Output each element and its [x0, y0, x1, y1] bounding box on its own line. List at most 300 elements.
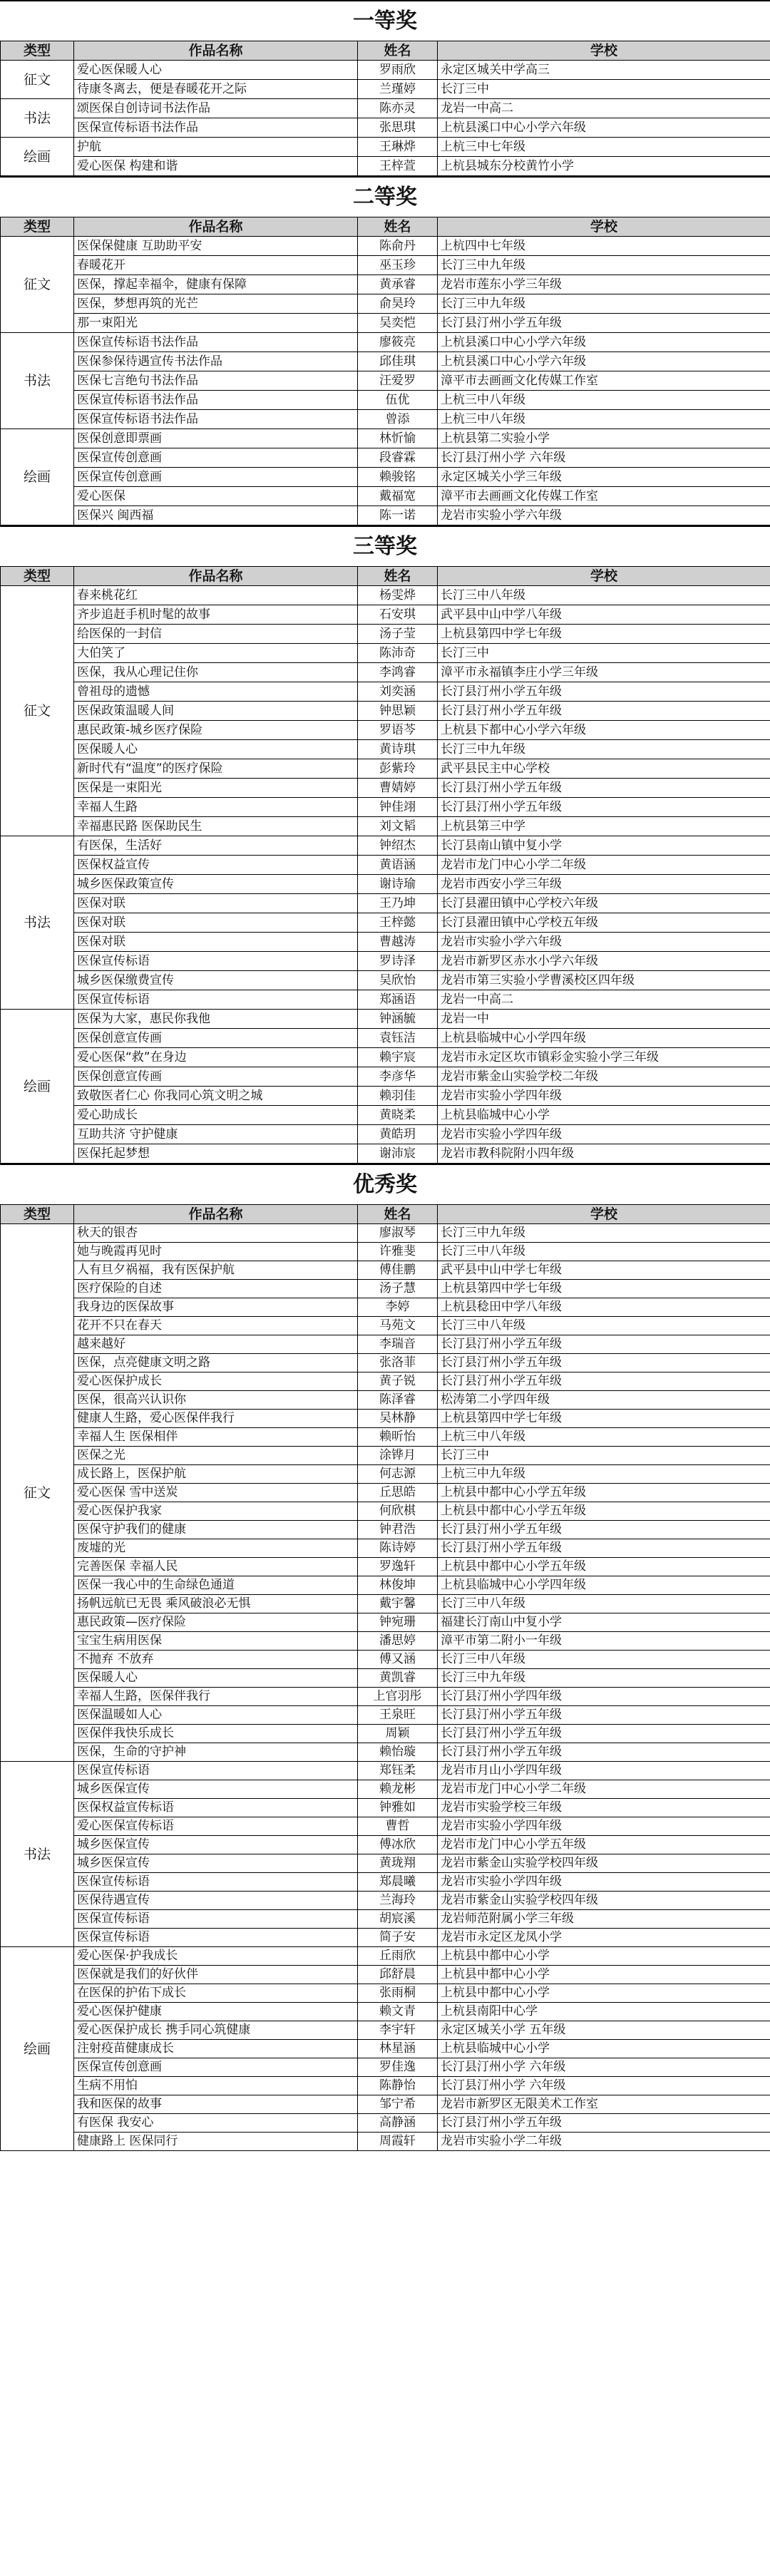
- author-name-cell: 陈静怡: [358, 2077, 438, 2095]
- table-row: [1, 1465, 770, 1484]
- column-header: 作品名称: [74, 41, 358, 61]
- author-name-cell: 俞昊玲: [358, 294, 438, 314]
- author-name-cell: 上官羽彤: [358, 1688, 438, 1706]
- author-name-cell: 赖怡璇: [358, 1743, 438, 1762]
- table-row: [1, 1613, 770, 1632]
- school-cell: 龙岩一中高二: [438, 99, 770, 118]
- work-title-cell: 爱心医保 构建和谐: [74, 157, 358, 176]
- table-row: [1, 1280, 770, 1298]
- school-cell: 龙岩市西安小学三年级: [438, 875, 770, 894]
- author-name-cell: 简子安: [358, 1929, 438, 1947]
- column-header: 作品名称: [74, 1205, 358, 1224]
- author-name-cell: 黄晓柔: [358, 1106, 438, 1125]
- work-title-cell: 完善医保 幸福人民: [74, 1558, 358, 1576]
- work-title-cell: 医保政策温暖人间: [74, 702, 358, 721]
- work-title-cell: 幸福人生路，医保伴我行: [74, 1688, 358, 1706]
- table-row: [1, 468, 770, 487]
- table-row: [1, 1632, 770, 1651]
- work-title-cell: 医保对联: [74, 894, 358, 913]
- author-name-cell: 马苑文: [358, 1317, 438, 1335]
- table-row: [1, 391, 770, 410]
- author-name-cell: 廖筱亮: [358, 333, 438, 352]
- table-row: [1, 625, 770, 644]
- table-row: [1, 894, 770, 913]
- work-title-cell: 医保，撑起幸福伞，健康有保障: [74, 275, 358, 294]
- author-name-cell: 周霞轩: [358, 2133, 438, 2151]
- school-cell: 龙岩市实验小学六年级: [438, 506, 770, 525]
- work-title-cell: 医保，点亮健康文明之路: [74, 1354, 358, 1372]
- author-name-cell: 王梓懿: [358, 913, 438, 933]
- table-row: [1, 157, 770, 176]
- work-title-cell: 春来桃花红: [74, 586, 358, 605]
- work-title-cell: 医保宣传标语: [74, 1929, 358, 1947]
- table-row: [1, 1048, 770, 1067]
- table-row: [1, 2114, 770, 2133]
- column-header: 学校: [438, 567, 770, 586]
- author-name-cell: 郑涵语: [358, 990, 438, 1010]
- school-cell: 永定区城关小学 五年级: [438, 2021, 770, 2040]
- column-header: 学校: [438, 1205, 770, 1224]
- work-title-cell: 城乡医保政策宣传: [74, 875, 358, 894]
- table-row: [1, 237, 770, 256]
- author-name-cell: 汪爱罗: [358, 371, 438, 391]
- school-cell: 长汀三中八年级: [438, 1317, 770, 1335]
- table-row: [1, 817, 770, 836]
- work-title-cell: 城乡医保宣传: [74, 1836, 358, 1854]
- author-name-cell: 邱佳琪: [358, 352, 438, 371]
- work-title-cell: 互助共济 守护健康: [74, 1125, 358, 1144]
- table-row: [1, 1391, 770, 1410]
- school-cell: 长汀县汀州小学五年级: [438, 1743, 770, 1762]
- work-title-cell: 爱心医保护成长: [74, 1372, 358, 1391]
- work-title-cell: 城乡医保宣传: [74, 1854, 358, 1873]
- category-cell: 书法: [1, 1762, 74, 1947]
- table-row: [1, 1010, 770, 1029]
- table-row: [1, 333, 770, 352]
- school-cell: 龙岩市永定区坎市镇彩金实验小学三年级: [438, 1048, 770, 1067]
- table-row: [1, 779, 770, 798]
- work-title-cell: 爱心医保护成长 携手同心筑健康: [74, 2021, 358, 2040]
- school-cell: 长汀县汀州小学五年级: [438, 314, 770, 333]
- work-title-cell: 那一束阳光: [74, 314, 358, 333]
- column-header: 作品名称: [74, 567, 358, 586]
- table-row: [1, 1243, 770, 1261]
- school-cell: 长汀三中八年级: [438, 586, 770, 605]
- column-header: 姓名: [358, 1205, 438, 1224]
- table-row: [1, 682, 770, 702]
- table-row: [1, 1706, 770, 1725]
- work-title-cell: 医保暖人心: [74, 1669, 358, 1688]
- table-header-row: [1, 217, 770, 237]
- work-title-cell: 宝宝生病用医保: [74, 1632, 358, 1651]
- table-row: [1, 2133, 770, 2151]
- work-title-cell: 医疗保险的自述: [74, 1280, 358, 1298]
- school-cell: 长汀三中九年级: [438, 1669, 770, 1688]
- category-cell: 征文: [1, 61, 74, 99]
- table-row: [1, 1892, 770, 1910]
- author-name-cell: 胡宸溪: [358, 1910, 438, 1929]
- table-row: [1, 702, 770, 721]
- school-cell: 上杭县第四中学七年级: [438, 1280, 770, 1298]
- school-cell: 上杭县临城中心小学四年级: [438, 1576, 770, 1595]
- table-row: [1, 1029, 770, 1048]
- category-cell: 征文: [1, 237, 74, 333]
- author-name-cell: 兰海玲: [358, 1892, 438, 1910]
- work-title-cell: 城乡医保缴费宣传: [74, 971, 358, 990]
- author-name-cell: 彭紫玲: [358, 759, 438, 779]
- table-row: [1, 506, 770, 525]
- author-name-cell: 钟绍杰: [358, 836, 438, 856]
- work-title-cell: 医保之光: [74, 1447, 358, 1465]
- table-row: [1, 1261, 770, 1280]
- work-title-cell: 医保参保待遇宣传书法作品: [74, 352, 358, 371]
- table-row: [1, 61, 770, 80]
- author-name-cell: 曹哲: [358, 1817, 438, 1836]
- author-name-cell: 张洛菲: [358, 1354, 438, 1372]
- author-name-cell: 陈亦灵: [358, 99, 438, 118]
- school-cell: 上杭县临城中心小学四年级: [438, 1029, 770, 1048]
- work-title-cell: 医保创意宣传画: [74, 1067, 358, 1087]
- author-name-cell: 李鸿睿: [358, 663, 438, 682]
- work-title-cell: 医保对联: [74, 913, 358, 933]
- work-title-cell: 健康路上 医保同行: [74, 2133, 358, 2151]
- work-title-cell: 惠民政策—医疗保险: [74, 1613, 358, 1632]
- category-cell: 书法: [1, 333, 74, 429]
- school-cell: 上杭县中都中心小学: [438, 1966, 770, 1984]
- school-cell: 长汀县汀州小学五年级: [438, 1706, 770, 1725]
- school-cell: 永定区城关小学三年级: [438, 468, 770, 487]
- school-cell: 龙岩市实验学校三年级: [438, 1799, 770, 1817]
- work-title-cell: 医保伴我快乐成长: [74, 1725, 358, 1743]
- table-row: [1, 1447, 770, 1465]
- author-name-cell: 钟宛珊: [358, 1613, 438, 1632]
- school-cell: 龙岩市教科院附小四年级: [438, 1144, 770, 1164]
- school-cell: 上杭县溪口中心小学六年级: [438, 352, 770, 371]
- school-cell: 上杭县临城中心小学: [438, 1106, 770, 1125]
- table-row: [1, 2003, 770, 2021]
- table-row: [1, 1910, 770, 1929]
- table-row: [1, 644, 770, 663]
- work-title-cell: 医保暖人心: [74, 740, 358, 759]
- author-name-cell: 潘思婷: [358, 1632, 438, 1651]
- work-title-cell: 幸福人生 医保相伴: [74, 1428, 358, 1447]
- work-title-cell: 医保，梦想再筑的光芒: [74, 294, 358, 314]
- table-row: [1, 759, 770, 779]
- author-name-cell: 罗语芩: [358, 721, 438, 740]
- author-name-cell: 伍优: [358, 391, 438, 410]
- table-row: [1, 913, 770, 933]
- school-cell: 上杭四中七年级: [438, 237, 770, 256]
- work-title-cell: 爱心助成长: [74, 1106, 358, 1125]
- work-title-cell: 医保创意宣传画: [74, 1029, 358, 1048]
- author-name-cell: 李瑞音: [358, 1335, 438, 1354]
- column-header: 姓名: [358, 41, 438, 61]
- table-row: [1, 798, 770, 817]
- school-cell: 上杭县溪口中心小学六年级: [438, 118, 770, 138]
- author-name-cell: 吴奕恺: [358, 314, 438, 333]
- school-cell: 长汀县汀州小学五年级: [438, 1521, 770, 1539]
- category-cell: 征文: [1, 586, 74, 836]
- author-name-cell: 黄珑翔: [358, 1854, 438, 1873]
- author-name-cell: 何欣棋: [358, 1502, 438, 1521]
- table-row: [1, 275, 770, 294]
- school-cell: 长汀县濯田镇中心学校五年级: [438, 913, 770, 933]
- author-name-cell: 曹越涛: [358, 933, 438, 952]
- table-header-row: [1, 567, 770, 586]
- work-title-cell: 致敬医者仁心 你我同心筑文明之城: [74, 1087, 358, 1106]
- table-row: [1, 836, 770, 856]
- school-cell: 上杭三中七年级: [438, 138, 770, 157]
- table-row: [1, 1372, 770, 1391]
- work-title-cell: 医保宣传标语: [74, 1910, 358, 1929]
- work-title-cell: 爱心医保宣传标语: [74, 1817, 358, 1836]
- work-title-cell: 颂医保自创诗词书法作品: [74, 99, 358, 118]
- school-cell: 上杭县中都中心小学五年级: [438, 1484, 770, 1502]
- work-title-cell: 医保七言绝句书法作品: [74, 371, 358, 391]
- school-cell: 上杭县溪口中心小学六年级: [438, 333, 770, 352]
- table-row: [1, 933, 770, 952]
- author-name-cell: 李婷: [358, 1298, 438, 1317]
- table-row: [1, 80, 770, 99]
- work-title-cell: 医保宣传标语书法作品: [74, 333, 358, 352]
- school-cell: 长汀县南山镇中复小学: [438, 836, 770, 856]
- table-row: [1, 2077, 770, 2095]
- school-cell: 长汀县汀州小学 六年级: [438, 2077, 770, 2095]
- table-row: [1, 352, 770, 371]
- work-title-cell: 废墟的光: [74, 1539, 358, 1558]
- school-cell: 长汀三中九年级: [438, 294, 770, 314]
- work-title-cell: 医保宣传标语: [74, 952, 358, 971]
- school-cell: 长汀三中八年级: [438, 1651, 770, 1669]
- category-cell: 绘画: [1, 429, 74, 525]
- author-name-cell: 郑钰柔: [358, 1762, 438, 1780]
- work-title-cell: 注射疫苗健康成长: [74, 2040, 358, 2058]
- author-name-cell: 丘思皓: [358, 1484, 438, 1502]
- work-title-cell: 成长路上，医保护航: [74, 1465, 358, 1484]
- category-cell: 书法: [1, 99, 74, 138]
- school-cell: 龙岩市龙门中心小学五年级: [438, 1836, 770, 1854]
- work-title-cell: 医保守护我们的健康: [74, 1521, 358, 1539]
- school-cell: 上杭三中八年级: [438, 410, 770, 429]
- work-title-cell: 医保宣传标语: [74, 990, 358, 1010]
- school-cell: 龙岩市新罗区无限美术工作室: [438, 2095, 770, 2114]
- table-row: [1, 1873, 770, 1892]
- author-name-cell: 李宇轩: [358, 2021, 438, 2040]
- table-row: [1, 875, 770, 894]
- table-row: [1, 1817, 770, 1836]
- school-cell: 上杭县中都中心小学: [438, 1984, 770, 2003]
- award-section-title: 一等奖: [0, 0, 770, 41]
- table-row: [1, 1224, 770, 1243]
- author-name-cell: 王乃坤: [358, 894, 438, 913]
- work-title-cell: 爱心医保·护我成长: [74, 1947, 358, 1966]
- school-cell: 上杭三中八年级: [438, 1428, 770, 1447]
- school-cell: 龙岩市龙门中心小学二年级: [438, 856, 770, 875]
- work-title-cell: 在医保的护佑下成长: [74, 1984, 358, 2003]
- work-title-cell: 医保宣传标语书法作品: [74, 410, 358, 429]
- school-cell: 长汀三中: [438, 644, 770, 663]
- school-cell: 上杭县稔田中学八年级: [438, 1298, 770, 1317]
- school-cell: 龙岩市实验小学二年级: [438, 2133, 770, 2151]
- author-name-cell: 钟涵毓: [358, 1010, 438, 1029]
- author-name-cell: 陈诗婷: [358, 1539, 438, 1558]
- school-cell: 龙岩一中: [438, 1010, 770, 1029]
- school-cell: 龙岩师范附属小学三年级: [438, 1910, 770, 1929]
- school-cell: 长汀县汀州小学五年级: [438, 1725, 770, 1743]
- school-cell: 龙岩市紫金山实验学校四年级: [438, 1892, 770, 1910]
- table-row: [1, 971, 770, 990]
- table-row: [1, 1317, 770, 1335]
- school-cell: 龙岩市紫金山实验学校二年级: [438, 1067, 770, 1087]
- column-header: 类型: [1, 217, 74, 237]
- table-row: [1, 1558, 770, 1576]
- table-row: [1, 314, 770, 333]
- author-name-cell: 林星涵: [358, 2040, 438, 2058]
- school-cell: 上杭县中都中心小学: [438, 1947, 770, 1966]
- school-cell: 漳平市永福镇李庄小学三年级: [438, 663, 770, 682]
- award-table: [0, 566, 770, 1164]
- author-name-cell: 赖羽佳: [358, 1087, 438, 1106]
- school-cell: 上杭县下都中心小学六年级: [438, 721, 770, 740]
- school-cell: 上杭县南阳中心学: [438, 2003, 770, 2021]
- school-cell: 永定区城关中学高三: [438, 61, 770, 80]
- work-title-cell: 医保一我心中的生命绿色通道: [74, 1576, 358, 1595]
- school-cell: 龙岩市月山小学四年级: [438, 1762, 770, 1780]
- author-name-cell: 钟佳翊: [358, 798, 438, 817]
- school-cell: 漳平市第二附小一年级: [438, 1632, 770, 1651]
- author-name-cell: 邹宁希: [358, 2095, 438, 2114]
- school-cell: 龙岩一中高二: [438, 990, 770, 1010]
- school-cell: 长汀三中: [438, 1447, 770, 1465]
- column-header: 类型: [1, 567, 74, 586]
- table-row: [1, 410, 770, 429]
- school-cell: 长汀县汀州小学五年级: [438, 702, 770, 721]
- author-name-cell: 赖龙彬: [358, 1780, 438, 1799]
- table-row: [1, 487, 770, 506]
- table-row: [1, 429, 770, 448]
- work-title-cell: 齐步追赶手机时髦的故事: [74, 605, 358, 625]
- work-title-cell: 我和医保的故事: [74, 2095, 358, 2114]
- school-cell: 上杭县城东分校黄竹小学: [438, 157, 770, 176]
- table-row: [1, 1595, 770, 1613]
- table-row: [1, 1929, 770, 1947]
- school-cell: 上杭三中八年级: [438, 391, 770, 410]
- work-title-cell: 医保宣传创意画: [74, 448, 358, 468]
- column-header: 学校: [438, 41, 770, 61]
- author-name-cell: 傅又涵: [358, 1651, 438, 1669]
- author-name-cell: 杨雯烨: [358, 586, 438, 605]
- column-header: 类型: [1, 41, 74, 61]
- work-title-cell: 给医保的一封信: [74, 625, 358, 644]
- author-name-cell: 许雅斐: [358, 1243, 438, 1261]
- category-cell: 书法: [1, 836, 74, 1010]
- school-cell: 武平县中山中学八年级: [438, 605, 770, 625]
- school-cell: 长汀县汀州小学五年级: [438, 1335, 770, 1354]
- table-row: [1, 1087, 770, 1106]
- author-name-cell: 钟思颖: [358, 702, 438, 721]
- school-cell: 长汀县汀州小学 六年级: [438, 2058, 770, 2077]
- table-row: [1, 1521, 770, 1539]
- author-name-cell: 戴宇馨: [358, 1595, 438, 1613]
- table-row: [1, 1947, 770, 1966]
- work-title-cell: 医保保健康 互助助平安: [74, 237, 358, 256]
- column-header: 类型: [1, 1205, 74, 1224]
- work-title-cell: 生病不用怕: [74, 2077, 358, 2095]
- column-header: 姓名: [358, 567, 438, 586]
- work-title-cell: 大伯笑了: [74, 644, 358, 663]
- author-name-cell: 陈泽睿: [358, 1391, 438, 1410]
- author-name-cell: 陈沛奇: [358, 644, 438, 663]
- author-name-cell: 曾添: [358, 410, 438, 429]
- table-row: [1, 1725, 770, 1743]
- author-name-cell: 黄承睿: [358, 275, 438, 294]
- table-row: [1, 990, 770, 1010]
- work-title-cell: 医保温暖如人心: [74, 1706, 358, 1725]
- author-name-cell: 罗佳逸: [358, 2058, 438, 2077]
- table-header-row: [1, 41, 770, 61]
- work-title-cell: 秋天的银杏: [74, 1224, 358, 1243]
- work-title-cell: 有医保 我安心: [74, 2114, 358, 2133]
- school-cell: 上杭县第四中学七年级: [438, 1410, 770, 1428]
- work-title-cell: 医保兴 闽西福: [74, 506, 358, 525]
- work-title-cell: 健康人生路，爱心医保伴我行: [74, 1410, 358, 1428]
- work-title-cell: 新时代有“温度”的医疗保险: [74, 759, 358, 779]
- work-title-cell: 人有旦夕祸福，我有医保护航: [74, 1261, 358, 1280]
- category-cell: 绘画: [1, 138, 74, 176]
- table-row: [1, 1354, 770, 1372]
- school-cell: 长汀县濯田镇中心学校六年级: [438, 894, 770, 913]
- table-row: [1, 371, 770, 391]
- school-cell: 龙岩市莲东小学三年级: [438, 275, 770, 294]
- school-cell: 长汀县汀州小学五年级: [438, 682, 770, 702]
- work-title-cell: 爱心医保护我家: [74, 1502, 358, 1521]
- school-cell: 龙岩市实验小学四年级: [438, 1817, 770, 1836]
- work-title-cell: 花开不只在春天: [74, 1317, 358, 1335]
- table-row: [1, 1799, 770, 1817]
- school-cell: 长汀三中八年级: [438, 1595, 770, 1613]
- work-title-cell: 医保为大家，惠民你我他: [74, 1010, 358, 1029]
- table-row: [1, 1125, 770, 1144]
- author-name-cell: 郑晨曦: [358, 1873, 438, 1892]
- author-name-cell: 罗雨欣: [358, 61, 438, 80]
- school-cell: 上杭县中都中心小学五年级: [438, 1558, 770, 1576]
- author-name-cell: 赖昕怡: [358, 1428, 438, 1447]
- author-name-cell: 林俊坤: [358, 1576, 438, 1595]
- category-cell: 征文: [1, 1224, 74, 1762]
- school-cell: 武平县民主中心学校: [438, 759, 770, 779]
- work-title-cell: 医保宣传标语书法作品: [74, 118, 358, 138]
- table-row: [1, 1984, 770, 2003]
- table-row: [1, 740, 770, 759]
- award-table: [0, 1204, 770, 2151]
- school-cell: 武平县中山中学七年级: [438, 1261, 770, 1280]
- work-title-cell: 医保就是我们的好伙伴: [74, 1966, 358, 1984]
- author-name-cell: 赖骏铭: [358, 468, 438, 487]
- work-title-cell: 爱心医保: [74, 487, 358, 506]
- award-table: [0, 41, 770, 176]
- author-name-cell: 罗诗泽: [358, 952, 438, 971]
- author-name-cell: 刘文韬: [358, 817, 438, 836]
- author-name-cell: 谢沛宸: [358, 1144, 438, 1164]
- school-cell: 福建长汀南山中复小学: [438, 1613, 770, 1632]
- author-name-cell: 周颖: [358, 1725, 438, 1743]
- school-cell: 龙岩市龙门中心小学二年级: [438, 1780, 770, 1799]
- author-name-cell: 傅佳鹏: [358, 1261, 438, 1280]
- work-title-cell: 医保宣传标语书法作品: [74, 391, 358, 410]
- author-name-cell: 段睿霖: [358, 448, 438, 468]
- work-title-cell: 医保待遇宣传: [74, 1892, 358, 1910]
- author-name-cell: 廖淑琴: [358, 1224, 438, 1243]
